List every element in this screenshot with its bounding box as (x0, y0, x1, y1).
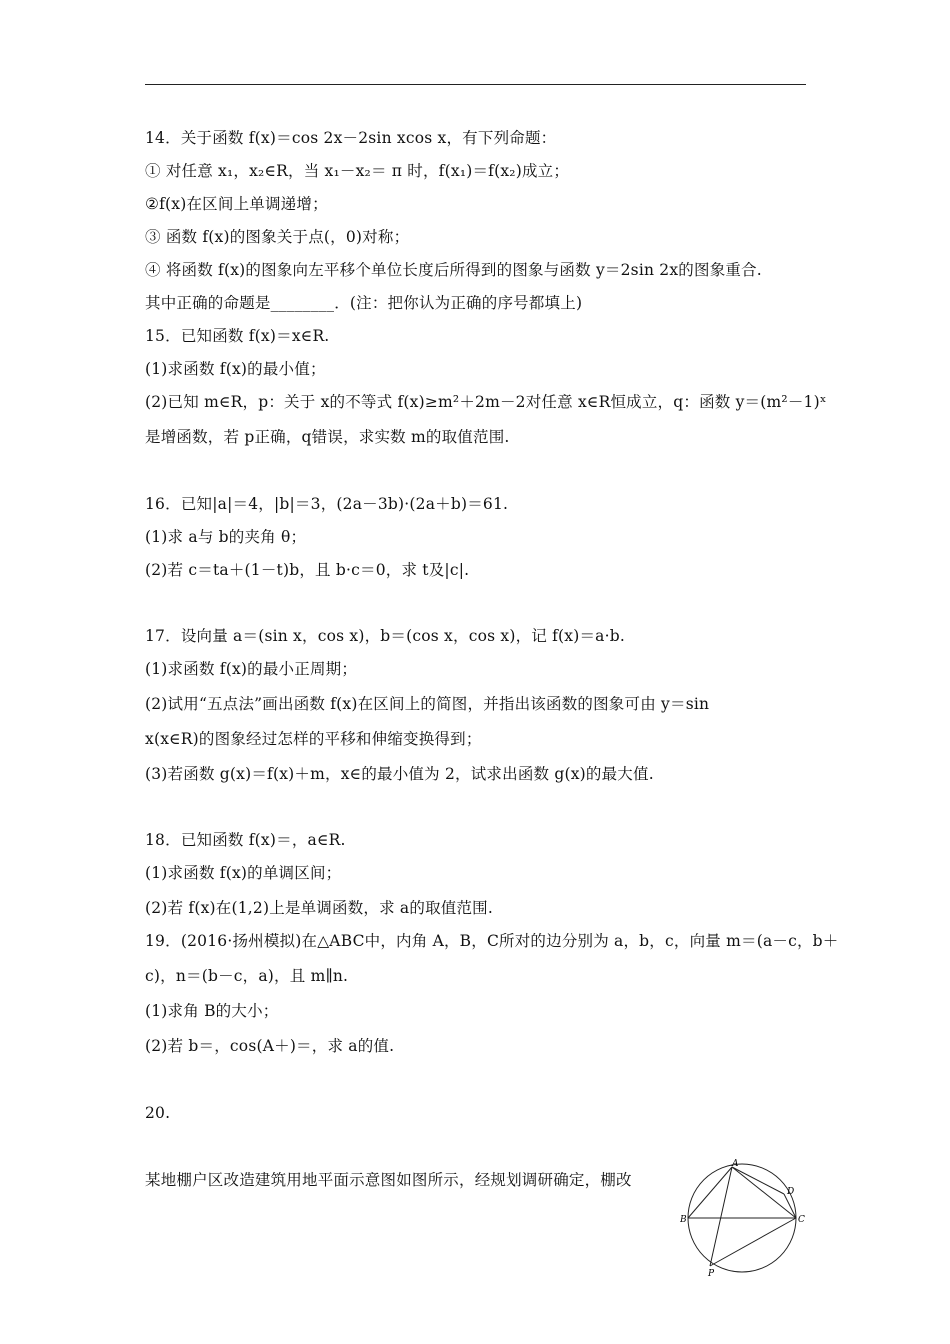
problem-17-stem: 17．设向量 a＝(sin x，cos x)，b＝(cos x，cos x)，记 f(x)＝a·b. (145, 627, 625, 645)
problem-19-part-1: (1)求角 B的大小； (145, 1002, 279, 1020)
problem-14-item-3: ③ 函数 f(x)的图象关于点(，0)对称； (145, 228, 410, 246)
problem-15-stem: 15．已知函数 f(x)＝x∈R. (145, 327, 330, 345)
problem-14-answer-prompt: 其中正确的命题是________．(注：把你认为正确的序号都填上) (145, 294, 583, 312)
problem-20-number: 20. (145, 1104, 171, 1122)
label-c: C (798, 1215, 805, 1225)
problem-17-part-2-cont: x(x∈R)的图象经过怎样的平移和伸缩变换得到； (145, 730, 482, 748)
problem-16-part-1: (1)求 a与 b的夹角 θ； (145, 528, 307, 546)
header-rule (145, 84, 806, 85)
problem-17-part-2: (2)试用“五点法”画出函数 f(x)在区间上的简图，并指出该函数的图象可由 y＝sin (145, 695, 710, 713)
problem-15-part-2: (2)已知 m∈R，p：关于 x的不等式 f(x)≥m²＋2m－2对任意 x∈R恒成立，q：函数 y＝(m²－1)ˣ (145, 393, 827, 411)
problem-15-part-2-cont: 是增函数，若 p正确，q错误，求实数 m的取值范围. (145, 428, 510, 446)
problem-14-item-2: ②f(x)在区间上单调递增； (145, 195, 328, 213)
problem-15-part-1: (1)求函数 f(x)的最小值； (145, 360, 326, 378)
problem-14-item-4: ④ 将函数 f(x)的图象向左平移个单位长度后所得到的图象与函数 y＝2sin 2x的图象重合. (145, 261, 762, 279)
label-b: B (680, 1215, 687, 1225)
label-p: P (708, 1269, 715, 1278)
segment-ad (732, 1167, 784, 1194)
problem-18-part-1: (1)求函数 f(x)的单调区间； (145, 864, 342, 882)
segment-pc (710, 1218, 796, 1266)
problem-17-part-3: (3)若函数 g(x)＝f(x)＋m，x∈的最小值为 2，试求出函数 g(x)的最大值. (145, 765, 654, 783)
circle-figure (680, 1158, 810, 1278)
problem-17-part-1: (1)求函数 f(x)的最小正周期； (145, 660, 358, 678)
problem-16-stem: 16．已知|a|＝4，|b|＝3，(2a－3b)·(2a＋b)＝61. (145, 495, 509, 513)
problem-14-item-1: ① 对任意 x₁，x₂∈R，当 x₁－x₂＝ π 时，f(x₁)＝f(x₂)成立； (145, 162, 570, 180)
problem-18-stem: 18．已知函数 f(x)＝，a∈R. (145, 831, 346, 849)
label-d: D (787, 1187, 795, 1197)
problem-16-part-2: (2)若 c＝ta＋(1－t)b，且 b·c＝0，求 t及|c|. (145, 561, 470, 579)
problem-18-part-2: (2)若 f(x)在(1,2)上是单调函数，求 a的取值范围. (145, 899, 493, 917)
segment-ap (710, 1167, 732, 1266)
label-a: A (732, 1159, 739, 1169)
problem-19-part-2: (2)若 b＝，cos(A＋)＝，求 a的值. (145, 1037, 395, 1055)
problem-20-stem: 某地棚户区改造建筑用地平面示意图如图所示，经规划调研确定，棚改 (145, 1171, 632, 1189)
problem-19-stem-cont: c)，n＝(b－c，a)，且 m∥n. (145, 967, 349, 985)
problem-14-stem: 14．关于函数 f(x)＝cos 2x－2sin xcos x，有下列命题： (145, 129, 557, 147)
problem-19-stem: 19．(2016·扬州模拟)在△ABC中，内角 A，B，C所对的边分别为 a，b，c，向量 m＝(a－c，b＋ (145, 932, 839, 950)
